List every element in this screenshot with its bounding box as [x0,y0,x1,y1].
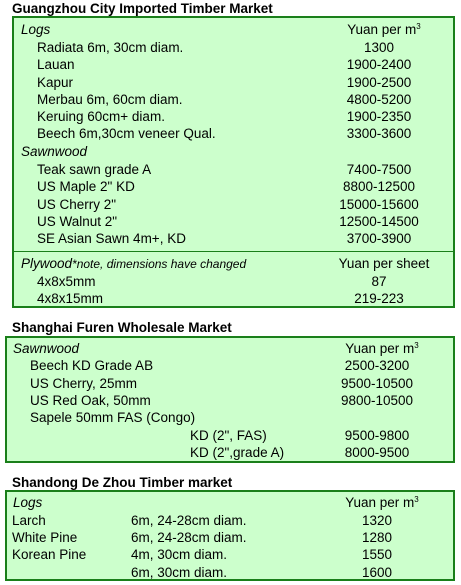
section-title-guangzhou: Guangzhou City Imported Timber Market [12,1,273,16]
item-price: 8000-9500 [344,445,410,460]
table-row [14,74,453,91]
group-heading: Logs [13,495,43,510]
item-name: Sapele 50mm FAS (Congo) [30,410,196,425]
item-price: 9500-9800 [344,428,410,443]
table-row [7,392,453,409]
table-row [14,108,453,125]
item-name: KD (2", FAS) [190,428,267,443]
table-row [14,178,453,195]
item-name: SE Asian Sawn 4m+, KD [37,231,186,246]
table-row [14,125,453,142]
item-price: 9500-10500 [340,376,414,391]
item-price: 1900-2500 [346,75,412,90]
table-row [14,56,453,73]
item-price: 1300 [363,40,395,55]
item-price: 3300-3600 [346,126,412,141]
item-name: US Maple 2" KD [37,179,135,194]
item-name: Merbau 6m, 60cm diam. [37,92,183,107]
table-row [7,444,453,461]
table-row [14,273,453,290]
item-price: 2500-3200 [344,358,410,373]
item-price: 1550 [361,547,393,562]
group-heading: Plywood*note, dimensions have changed [21,256,247,271]
species-name: White Pine [12,530,78,545]
table-row [7,529,453,546]
table-row [7,546,453,563]
item-name: KD (2",grade A) [190,445,285,460]
item-name: Beech 6m,30cm veneer Qual. [37,126,216,141]
unit-label: Yuan per $m^3$ [347,22,421,37]
item-price: 1320 [361,513,393,528]
item-spec: 4m, 30cm diam. [131,547,228,562]
item-name: US Red Oak, 50mm [30,393,151,408]
item-price: 7400-7500 [346,162,412,177]
table-row [14,213,453,230]
price-table-guangzhou [12,16,455,308]
item-name: Kapur [37,75,74,90]
table-row [14,196,453,213]
item-price: 1280 [361,530,393,545]
item-name: 4x8x15mm [37,291,104,306]
section-title-shanghai: Shanghai Furen Wholesale Market [12,320,232,335]
item-price: 15000-15600 [339,197,419,212]
item-name: US Cherry 2" [37,197,117,212]
section-title-shandong: Shandong De Zhou Timber market [12,475,233,490]
table-row [7,375,453,392]
table-row [14,91,453,108]
item-spec: 6m, 24-28cm diam. [131,530,247,545]
item-name: Keruing 60cm+ diam. [37,109,165,124]
group-header-logs [14,21,453,38]
table-row [7,564,453,581]
item-name: Lauan [37,57,75,72]
table-row [7,427,453,444]
plywood-note: *note, dimensions have changed [72,257,247,271]
group-header-plywood [14,255,453,272]
item-price: 87 [371,274,387,289]
group-heading: Sawnwood [13,341,80,356]
item-price: 9800-10500 [340,393,414,408]
table-row [14,39,453,56]
item-spec: 6m, 30cm diam. [131,565,228,580]
item-price: 8800-12500 [342,179,416,194]
item-price: 12500-14500 [339,214,419,229]
table-row [7,409,453,426]
item-price: 3700-3900 [346,231,412,246]
species-name: Larch [12,513,46,528]
item-name: Teak sawn grade A [37,162,152,177]
species-name: Korean Pine [12,547,87,562]
group-header-sawnwood [14,143,453,160]
divider [14,251,453,252]
group-heading: Sawnwood [21,144,88,159]
item-price: 1900-2400 [346,57,412,72]
item-name: Beech KD Grade AB [30,358,154,373]
item-spec: 6m, 24-28cm diam. [131,513,247,528]
unit-label: Yuan per sheet [338,256,430,271]
item-name: Radiata 6m, 30cm diam. [37,40,184,55]
group-header-logs [7,494,453,511]
unit-label: Yuan per $m^3$ [345,495,419,510]
item-price: 1900-2350 [346,109,412,124]
price-table-shandong [5,490,455,581]
item-name: 4x8x5mm [37,274,96,289]
table-row [14,161,453,178]
item-name: US Cherry, 25mm [30,376,138,391]
price-table-shanghai [5,336,455,463]
item-price: 219-223 [354,291,404,306]
table-row [7,512,453,529]
table-row [7,357,453,374]
item-price: 4800-5200 [346,92,412,107]
item-name: US Walnut 2" [37,214,118,229]
table-row [14,230,453,247]
group-heading: Logs [21,22,51,37]
unit-label: Yuan per $m^3$ [345,341,419,356]
table-row [14,290,453,307]
group-header-sawnwood [7,340,453,357]
item-price: 1600 [361,565,393,580]
